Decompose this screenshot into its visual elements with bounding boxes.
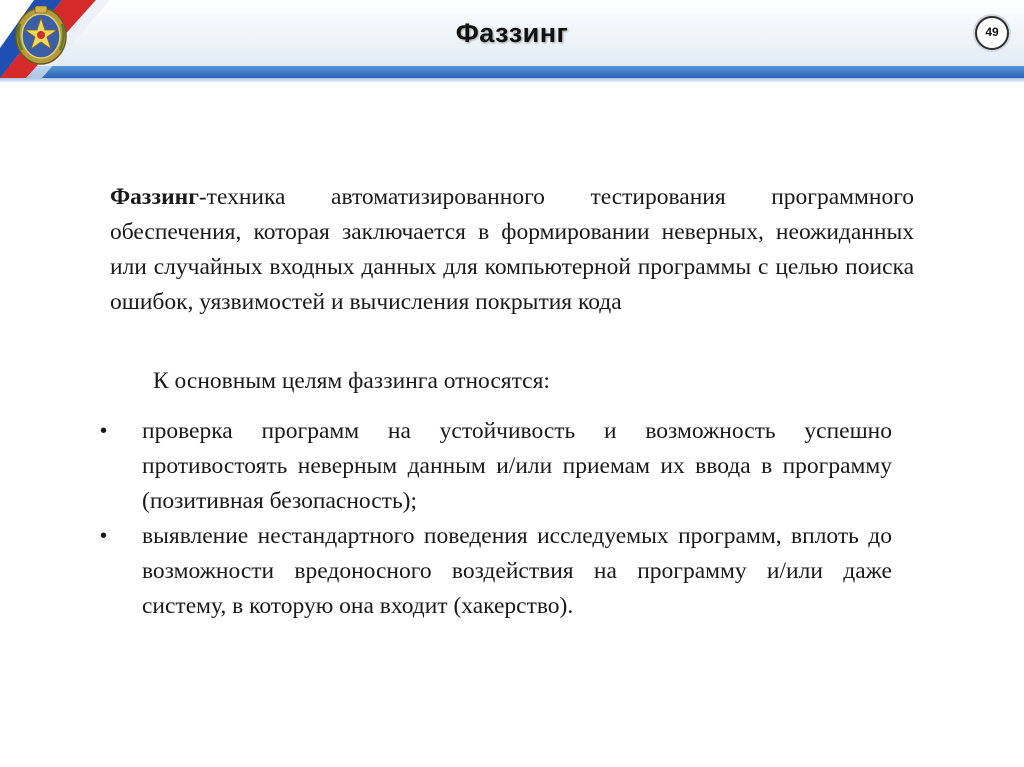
goals-intro: К основным целям фаззинга относятся:	[153, 368, 550, 394]
page-number-badge: 49	[975, 16, 1009, 50]
header-blue-band	[0, 66, 1024, 78]
definition-paragraph	[110, 180, 914, 320]
list-item	[100, 519, 892, 624]
slide-title: Фаззинг	[455, 18, 569, 48]
goal-text: проверка программ на устойчивость и возможность успешно противостоять неверным данным и/или приемам их ввода в программу (позитивная безопасность);	[142, 418, 892, 514]
header-blue-band-fade	[0, 78, 1024, 82]
definition-text: -техника автоматизированного тестирования программного обеспечения, которая заключается в формировании неверных, неожиданных или случайных входных данных для компьютерной программы с целью поиска ошибок, уязвимостей и вычисления покрытия кода	[110, 184, 914, 315]
list-item	[100, 414, 892, 519]
goal-text: выявление нестандартного поведения исследуемых программ, вплоть до возможности вредоносного воздействия на программу и/или даже систему, в которую она входит (хакерство).	[142, 523, 892, 619]
goals-list	[100, 414, 892, 624]
bullet-icon: •	[100, 525, 108, 547]
bullet-icon: •	[100, 420, 108, 442]
definition-term: Фаззинг	[110, 184, 199, 210]
